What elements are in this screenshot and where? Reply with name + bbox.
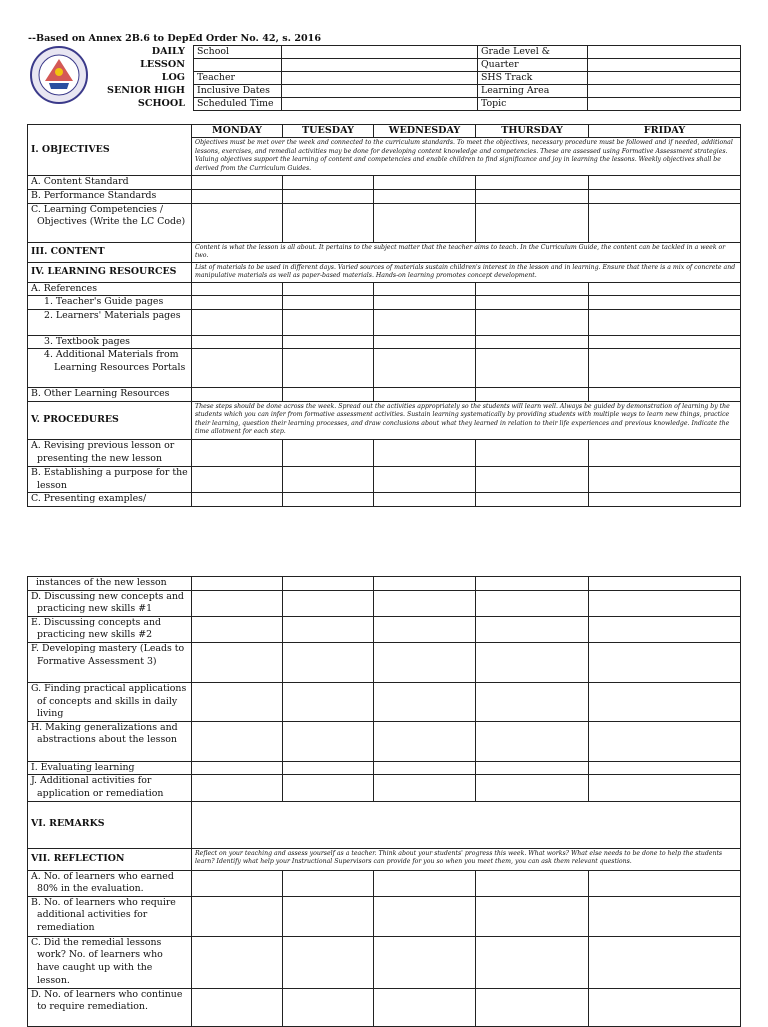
day-cell[interactable] (374, 590, 476, 616)
day-cell[interactable] (476, 616, 589, 642)
day-cell[interactable] (192, 896, 283, 936)
day-cell[interactable] (476, 466, 589, 492)
grade-level-label: Grade Level & (478, 46, 588, 59)
day-cell[interactable] (283, 203, 374, 242)
scheduled-time-label: Scheduled Time (194, 98, 282, 111)
day-cell[interactable] (283, 896, 374, 936)
day-cell[interactable] (589, 936, 741, 988)
teachers-guide-label: 1. Teacher's Guide pages (28, 296, 192, 310)
day-cell[interactable] (283, 616, 374, 642)
day-cell[interactable] (374, 335, 476, 349)
quarter-value[interactable] (588, 59, 741, 72)
day-cell[interactable] (374, 616, 476, 642)
day-cell[interactable] (283, 176, 374, 190)
day-cell[interactable] (192, 203, 283, 242)
day-cell[interactable] (589, 590, 741, 616)
learning-area-value[interactable] (588, 85, 741, 98)
day-cell[interactable] (283, 189, 374, 203)
annex-reference: --Based on Annex 2B.6 to DepEd Order No. 42, s. 2016 (28, 33, 322, 44)
day-cell[interactable] (589, 439, 741, 466)
day-cell[interactable] (476, 721, 589, 761)
school-label-cont (194, 59, 282, 72)
day-cell[interactable] (589, 296, 741, 310)
school-value[interactable] (282, 46, 478, 59)
day-cell[interactable] (283, 388, 374, 402)
refl-b-label: B. No. of learners who require additional activities for remediation (28, 896, 192, 936)
day-cell[interactable] (192, 349, 283, 388)
day-cell[interactable] (192, 296, 283, 310)
day-cell[interactable] (192, 616, 283, 642)
day-cell[interactable] (476, 388, 589, 402)
day-cell[interactable] (283, 335, 374, 349)
refl-c-label: C. Did the remedial lessons work? No. of learners who have caught up with the lesson. (28, 936, 192, 988)
day-cell[interactable] (374, 896, 476, 936)
day-cell[interactable] (283, 296, 374, 310)
day-header-tuesday: TUESDAY (283, 125, 374, 138)
day-cell[interactable] (589, 682, 741, 721)
day-cell[interactable] (476, 335, 589, 349)
refl-a-label: A. No. of learners who earned 80% in the evaluation. (28, 870, 192, 896)
day-cell[interactable] (589, 493, 741, 507)
school-label: School (194, 46, 282, 59)
day-cell[interactable] (476, 896, 589, 936)
day-cell[interactable] (374, 176, 476, 190)
scheduled-time-value[interactable] (282, 98, 478, 111)
day-cell[interactable] (192, 335, 283, 349)
day-cell[interactable] (589, 335, 741, 349)
day-cell[interactable] (589, 870, 741, 896)
day-cell[interactable] (476, 203, 589, 242)
day-cell[interactable] (589, 176, 741, 190)
grade-level-value[interactable] (588, 46, 741, 59)
day-cell[interactable] (283, 682, 374, 721)
day-cell[interactable] (283, 590, 374, 616)
quarter-label: Quarter (478, 59, 588, 72)
day-cell[interactable] (374, 349, 476, 388)
day-cell[interactable] (283, 721, 374, 761)
topic-label: Topic (478, 98, 588, 111)
learning-resources-heading: IV. LEARNING RESOURCES (28, 262, 192, 282)
day-cell[interactable] (192, 775, 283, 801)
teacher-label: Teacher (194, 72, 282, 85)
learning-resources-note: List of materials to be used in different days. Varied sources of materials sustain children's interest in the lesson and in learning. Ensure that there is a mix of concrete and manipulative materials as well as paper-based materials. Hands-on learning promotes concept development. (192, 262, 741, 282)
day-cell[interactable] (283, 439, 374, 466)
day-cell[interactable] (283, 282, 374, 296)
inclusive-dates-value[interactable] (282, 85, 478, 98)
day-cell[interactable] (374, 775, 476, 801)
day-cell[interactable] (192, 577, 283, 591)
day-cell[interactable] (476, 282, 589, 296)
day-cell[interactable] (283, 577, 374, 591)
day-cell[interactable] (374, 870, 476, 896)
day-cell[interactable] (283, 493, 374, 507)
shs-track-label: SHS Track (478, 72, 588, 85)
day-cell[interactable] (192, 388, 283, 402)
day-cell[interactable] (283, 936, 374, 988)
day-cell[interactable] (374, 439, 476, 466)
day-cell[interactable] (374, 682, 476, 721)
day-cell[interactable] (283, 466, 374, 492)
day-cell[interactable] (374, 296, 476, 310)
proc-h-label: H. Making generalizations and abstractions about the lesson (28, 721, 192, 761)
title-line: LOG (161, 72, 185, 83)
day-cell[interactable] (192, 936, 283, 988)
day-cell[interactable] (283, 761, 374, 775)
day-cell[interactable] (589, 721, 741, 761)
day-cell[interactable] (476, 439, 589, 466)
day-cell[interactable] (589, 349, 741, 388)
day-cell[interactable] (589, 988, 741, 1026)
day-cell[interactable] (192, 721, 283, 761)
day-cell[interactable] (192, 870, 283, 896)
proc-c-continued-label: instances of the new lesson (28, 577, 192, 591)
day-cell[interactable] (283, 309, 374, 335)
title-line: LESSON (140, 59, 185, 70)
day-cell[interactable] (589, 203, 741, 242)
day-cell[interactable] (589, 189, 741, 203)
day-cell[interactable] (589, 282, 741, 296)
day-cell[interactable] (374, 721, 476, 761)
other-resources-label: B. Other Learning Resources (28, 388, 192, 402)
day-header-wednesday: WEDNESDAY (374, 125, 476, 138)
objectives-heading: I. OBJECTIVES (28, 125, 192, 176)
day-cell[interactable] (192, 493, 283, 507)
day-cell[interactable] (374, 309, 476, 335)
day-cell[interactable] (283, 988, 374, 1026)
day-cell[interactable] (192, 642, 283, 682)
title-line: DAILY (151, 46, 185, 57)
performance-standards-label: B. Performance Standards (28, 189, 192, 203)
day-cell[interactable] (374, 203, 476, 242)
day-cell[interactable] (476, 349, 589, 388)
day-cell[interactable] (374, 282, 476, 296)
remarks-heading: VI. REMARKS (28, 801, 192, 848)
day-cell[interactable] (589, 616, 741, 642)
day-cell[interactable] (476, 189, 589, 203)
day-cell[interactable] (476, 775, 589, 801)
day-cell[interactable] (192, 309, 283, 335)
day-cell[interactable] (283, 349, 374, 388)
day-cell[interactable] (374, 642, 476, 682)
day-cell[interactable] (476, 642, 589, 682)
day-header-monday: MONDAY (192, 125, 283, 138)
lesson-log-table-page1 (27, 124, 741, 507)
header-info-table (193, 45, 741, 111)
day-cell[interactable] (192, 189, 283, 203)
day-cell[interactable] (476, 936, 589, 988)
day-cell[interactable] (374, 388, 476, 402)
proc-a-label: A. Revising previous lesson or presenting the new lesson (28, 439, 192, 466)
lesson-log-table-page2 (27, 576, 741, 1027)
topic-value[interactable] (588, 98, 741, 111)
day-cell[interactable] (192, 466, 283, 492)
content-standard-label: A. Content Standard (28, 176, 192, 190)
learning-area-label: Learning Area (478, 85, 588, 98)
day-cell[interactable] (283, 870, 374, 896)
day-cell[interactable] (589, 761, 741, 775)
proc-i-label: I. Evaluating learning (28, 761, 192, 775)
day-cell[interactable] (374, 493, 476, 507)
daily-lesson-log-title (60, 45, 185, 110)
day-cell[interactable] (476, 176, 589, 190)
day-cell[interactable] (476, 590, 589, 616)
day-cell[interactable] (283, 642, 374, 682)
procedures-note: These steps should be done across the week. Spread out the activities appropriately so the students will learn well. Always be guided by demonstration of learning by the students which you can infer from formative assessment activities. Sustain learning systematically by providing students with multiple ways to learn new things, practice their learning, question their learning processes, and draw conclusions about what they learned in relation to their life experiences and previous knowledge. Indicate the time allotment for each step. (192, 401, 741, 439)
proc-j-label: J. Additional activities for application or remediation (28, 775, 192, 801)
refl-d-label: D. No. of learners who continue to require remediation. (28, 988, 192, 1026)
day-cell[interactable] (192, 439, 283, 466)
title-line: SENIOR HIGH SCHOOL (107, 85, 185, 109)
procedures-heading: V. PROCEDURES (28, 401, 192, 439)
day-cell[interactable] (476, 870, 589, 896)
day-cell[interactable] (476, 682, 589, 721)
day-cell[interactable] (589, 309, 741, 335)
reflection-heading: VII. REFLECTION (28, 848, 192, 870)
day-cell[interactable] (192, 590, 283, 616)
day-cell[interactable] (374, 577, 476, 591)
additional-materials-label: 4. Additional Materials from Learning Resources Portals (28, 349, 192, 388)
day-cell[interactable] (589, 896, 741, 936)
day-header-thursday: THURSDAY (476, 125, 589, 138)
proc-d-label: D. Discussing new concepts and practicing new skills #1 (28, 590, 192, 616)
day-cell[interactable] (589, 388, 741, 402)
content-heading: III. CONTENT (28, 242, 192, 262)
day-header-friday: FRIDAY (589, 125, 741, 138)
day-cell[interactable] (476, 296, 589, 310)
day-cell[interactable] (476, 309, 589, 335)
day-cell[interactable] (192, 176, 283, 190)
proc-b-label: B. Establishing a purpose for the lesson (28, 466, 192, 492)
proc-c-label: C. Presenting examples/ (28, 493, 192, 507)
shs-track-value[interactable] (588, 72, 741, 85)
day-cell[interactable] (589, 466, 741, 492)
day-cell[interactable] (374, 466, 476, 492)
day-cell[interactable] (192, 988, 283, 1026)
day-cell[interactable] (192, 761, 283, 775)
reflection-note: Reflect on your teaching and assess yourself as a teacher. Think about your students' progress this week. What works? What else needs to be done to help the students learn? Identify what help your Instructional Supervisors can provide for you so when you meet them, you can ask them relevant questions. (192, 848, 741, 870)
day-cell[interactable] (374, 189, 476, 203)
day-cell[interactable] (374, 761, 476, 775)
teacher-value[interactable] (282, 72, 478, 85)
day-cell[interactable] (589, 642, 741, 682)
textbook-pages-label: 3. Textbook pages (28, 335, 192, 349)
day-cell[interactable] (589, 775, 741, 801)
day-cell[interactable] (476, 761, 589, 775)
remarks-cell[interactable] (192, 801, 741, 848)
references-label: A. References (28, 282, 192, 296)
day-cell[interactable] (374, 936, 476, 988)
day-cell[interactable] (476, 493, 589, 507)
inclusive-dates-label: Inclusive Dates (194, 85, 282, 98)
content-note: Content is what the lesson is all about. It pertains to the subject matter that the teacher aims to teach. In the Curriculum Guide, the content can be tackled in a week or two. (192, 242, 741, 262)
learners-materials-label: 2. Learners' Materials pages (28, 309, 192, 335)
day-cell[interactable] (283, 775, 374, 801)
day-cell[interactable] (476, 988, 589, 1026)
day-cell[interactable] (374, 988, 476, 1026)
proc-f-label: F. Developing mastery (Leads to Formative Assessment 3) (28, 642, 192, 682)
learning-competencies-label: C. Learning Competencies / Objectives (Write the LC Code) (28, 203, 192, 242)
day-cell[interactable] (192, 682, 283, 721)
day-cell[interactable] (589, 577, 741, 591)
day-cell[interactable] (476, 577, 589, 591)
school-value-cont[interactable] (282, 59, 478, 72)
objectives-note: Objectives must be met over the week and connected to the curriculum standards. To meet the objectives, necessary procedure must be followed and if needed, additional lessons, exercises, and remedial activities may be done for developing content knowledge and competencies. These are assessed using Formative Assessment strategies. Valuing objectives support the learning of content and competencies and enable children to find significance and joy in learning the lessons. Weekly objectives shall be derived from the Curriculum Guides. (192, 138, 741, 176)
day-cell[interactable] (192, 282, 283, 296)
proc-g-label: G. Finding practical applications of concepts and skills in daily living (28, 682, 192, 721)
proc-e-label: E. Discussing concepts and practicing new skills #2 (28, 616, 192, 642)
